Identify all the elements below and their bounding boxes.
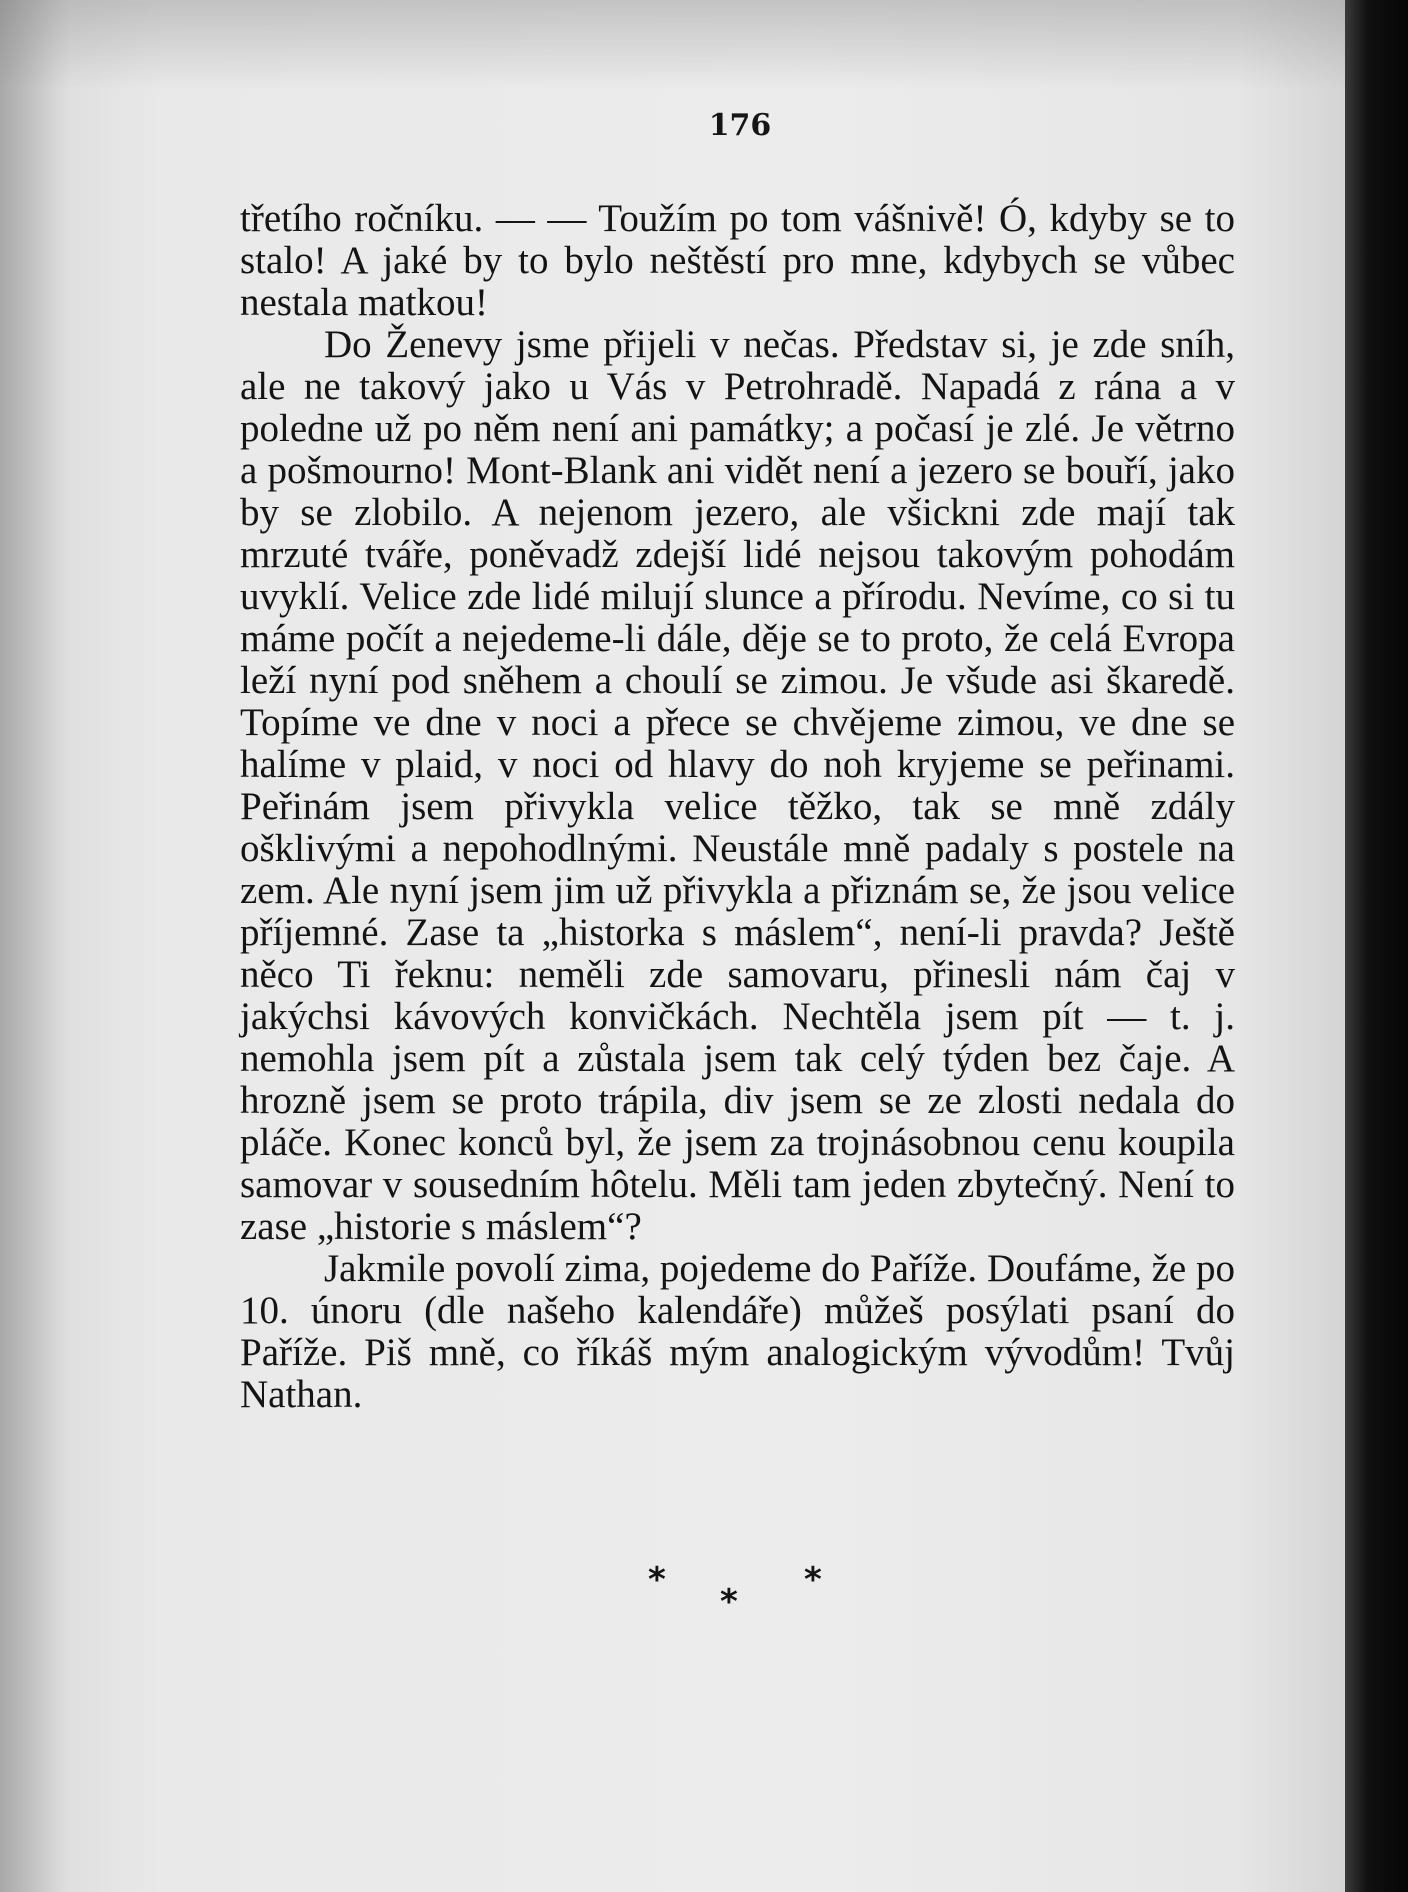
page-top-shadow	[0, 0, 1345, 90]
paragraph-continuation: třetího ročníku. — — Toužím po tom vášnivě! Ó, kdyby se to stalo! A jaké by to bylo neštěstí pro mne, kdybych se vůbec nestala matkou!	[240, 197, 1235, 324]
separator-star-middle: *	[720, 1582, 738, 1622]
paragraph-paris: Jakmile povolí zima, pojedeme do Paříže. Doufáme, že po 10. únoru (dle našeho kalendáře) můžeš posýlati psaní do Paříže. Piš mně, co říkáš mým analogickým vývodům! Tvůj Nathan.	[240, 1247, 1235, 1416]
paragraph-geneva: Do Ženevy jsme přijeli v nečas. Představ si, je zde sníh, ale ne takový jako u Vás v Petrohradě. Napadá z rána a v poledne už po něm není ani památky; a počasí je zlé. Je větrno a pošmourno! Mont-Blank ani vidět není a jezero se bouří, jako by se zlobilo. A nejenom jezero, ale všickni zde mají tak mrzuté tváře, poněvadž zdejší lidé nejsou takovým pohodám uvyklí. Velice zde lidé milují slunce a přírodu. Nevíme, co si tu máme počít a nejedeme-li dále, děje se to proto, že celá Evropa leží nyní pod sněhem a choulí se zimou. Je všude asi škaredě. Topíme ve dne v noci a přece se chvějeme zimou, ve dne se halíme v plaid, v noci od hlavy do noh kryjeme se peřinami. Peřinám jsem přivykla velice těžko, tak se mně zdály ošklivými a nepohodlnými. Neustále mně padaly s postele na zem. Ale nyní jsem jim už přivykla a přiznám se, že jsou velice příjemné. Zase ta „historka s máslem“, není-li pravda? Ještě něco Ti řeknu: neměli zde samovaru, přinesli nám čaj v jakýchsi kávových konvičkách. Nechtěla jsem pít — t. j. nemohla jsem pít a zůstala jsem tak celý týden bez čaje. A hrozně jsem se proto trápila, div jsem se ze zlosti nedala do pláče. Konec konců byl, že jsem za trojnásobnou cenu koupila samovar v sousedním hôtelu. Měli tam jeden zbytečný. Není to zase „historie s máslem“?	[240, 323, 1235, 1248]
separator-star-left: *	[648, 1560, 666, 1600]
page-number: 176	[708, 108, 772, 143]
separator-star-right: *	[804, 1560, 822, 1600]
body-text	[240, 198, 1235, 1416]
section-separator	[640, 1560, 820, 1630]
scan-dark-edge	[1345, 0, 1408, 1892]
page-left-shadow	[0, 0, 70, 1892]
